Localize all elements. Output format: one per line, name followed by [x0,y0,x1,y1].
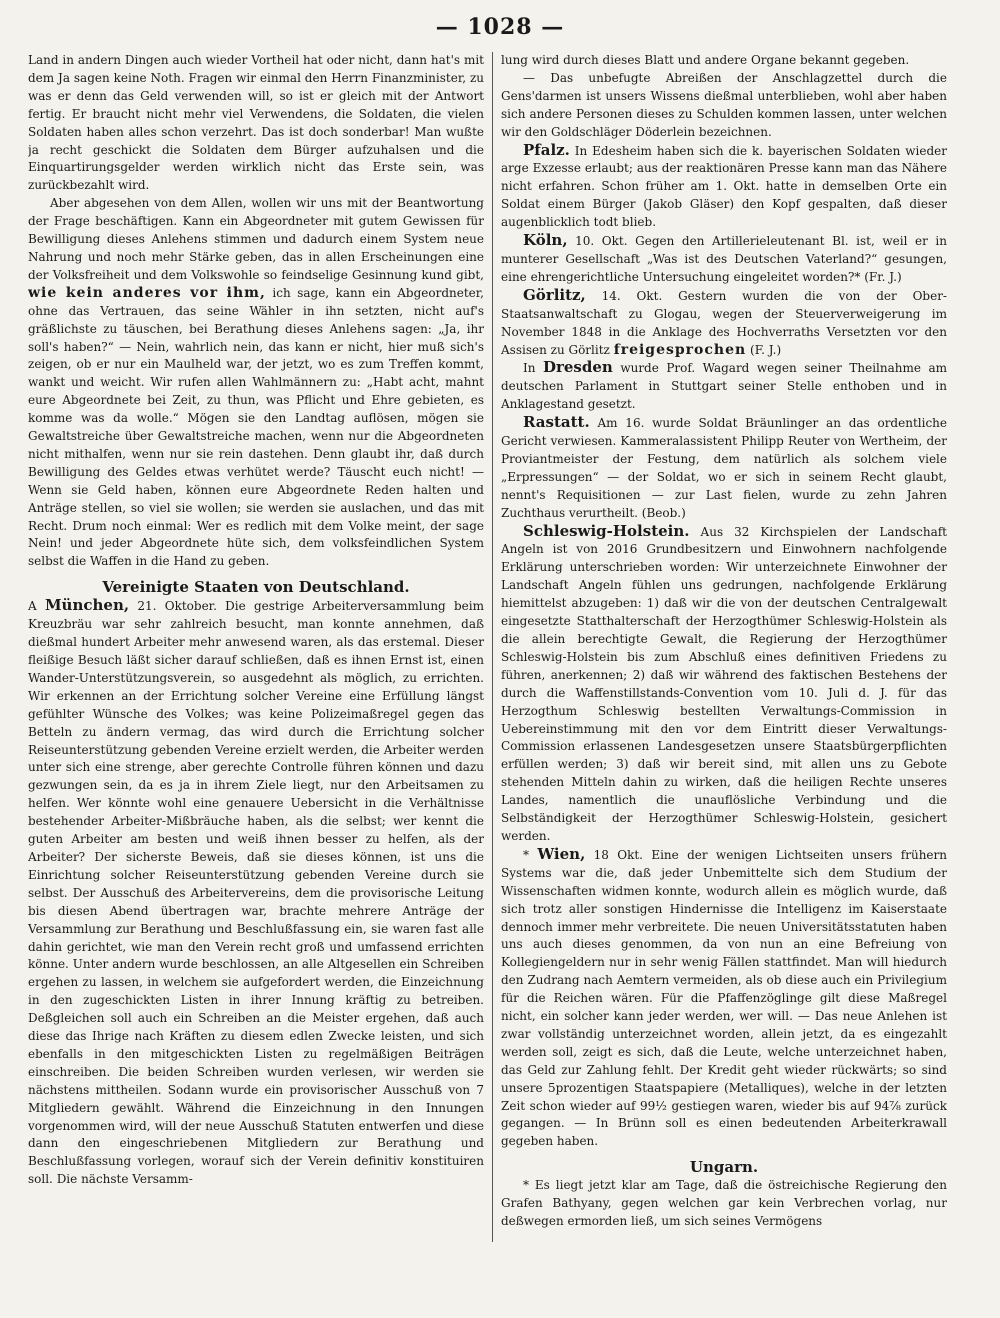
left-column [28,52,484,1252]
emphasis-wie-kein-anderes: wie kein anderes vor ihm, [28,284,266,301]
place-pfalz: Pfalz. [523,140,570,159]
place-muenchen: München, [44,596,130,615]
dresden-prefix: In [523,361,536,376]
paragraph-goerlitz-text-a: 14. Okt. Gestern wurden die von der Ober-Staatsanwaltschaft zu Glogau, wegen der Steuerverweigerung im November 1848 in die Anklage des Hochverraths Versetzten vor den Assisen zu Görlitz [501,288,947,357]
paragraph-schleswig-holstein-text: Aus 32 Kirchspielen der Landschaft Angeln ist von 2016 Grundbesitzern und Einwohnern nachfolgende Erklärung unterschrieben worden: Wir unterzeichnete Einwohner der Landschaft Angeln fühlen uns gedrungen, nachfolgende Erklärung hiemittelst abzugeben: 1) daß wir die von der deutschen Centralgewalt eingesetzte Statthalterschaft der Herzogthümer Schleswig-Holstein als die allein berechtigte Gewalt, die Regierung der Herzogthümer Schleswig-Holstein bis zum Abschluß eines definitiven Friedens zu führen, anerkennen; 2) daß wir während des faktischen Bestehens der durch die Waffenstillstands-Convention vom 10. Juli d. J. für das Herzogthum Schleswig bestellten Verwaltungs-Commission in Uebereinstimmung mit den vor dem Eintritt dieser Verwaltungs-Commission erlassenen Landesgesetzen unsere Staatsbürgerpflichten erfüllen werden; 3) daß wir bereit sind, mit allen uns zu Gebote stehenden Mitteln dahin zu wirken, daß die heiligen Rechte unseres Landes, namentlich die unauflösliche Verbindung und die Selbständigkeit der Herzogthümer Schleswig-Holstein, gesichert werden. [501,524,947,843]
section-heading-ungarn: Ungarn. [689,1158,759,1177]
paragraph-continuation: lung wird durch dieses Blatt und andere Organe bekannt gegeben. [501,53,910,67]
place-wien: Wien, [537,844,586,863]
place-goerlitz: Görlitz, [523,285,586,304]
section-heading-germany: Vereinigte Staaten von Deutschland. [102,578,410,597]
paragraph-schleswig-holstein [501,523,947,846]
paragraph-munich-text: 21. Oktober. Die gestrige Arbeiterversammlung beim Kreuzbräu war sehr zahlreich besucht, man konnte annehmen, daß dießmal hundert Arbeiter mehr anwesend waren, als das erstemal. Dieser fleißige Besuch läßt sicher darauf schließen, daß es ihnen Ernst ist, einen Wander-Unterstützungsverein, so ausgedehnt als möglich, zu errichten. Wir erkennen an der Errichtung solcher Vereine eine Erfüllung längst gefühlter Wünsche des Volkes; was keine Polizeimaßregel gegen das Betteln zu ändern vermag, das wird durch die Errichtung solcher Reiseunterstützung gebenden Vereine erzielt werden, die Arbeiter werden unter sich eine strenge, aber gerechte Controlle führen können und dazu gezwungen sein, da es ja in ihrem Ziele liegt, nur den Arbeitsamen zu helfen. Wer könnte wohl eine genauere Uebersicht in die Verhältnisse bestehender Arbeiter-Mißbräuche haben, als die selbst; wer kennt die guten Arbeiter am besten und weiß ihnen besser zu helfen, als der Arbeiter? Der sicherste Beweis, daß sie dieses können, ist uns die Einrichtung solcher Reiseunterstützung gebenden Vereine durch sie selbst. Der Ausschuß des Arbeitervereins, dem die provisorische Leitung bis diesen Abend übertragen war, brachte mehrere Anträge der Versammlung zur Berathung und Beschlußfassung ein, sie waren fast alle dahin gerichtet, wie man den Verein recht groß und umfassend errichten könne. Unter andern wurde beschlossen, an alle Altgesellen ein Schreiben ergehen zu lassen, in welchem sie aufgefordert werden, die Einzeichnung in den zugeschickten Listen in ihrer Innung kräftig zu betreiben. Deßgleichen soll auch ein Schreiben an die Meister ergehen, daß auch diese das Ihrige nach Kräften zu diesem edlen Zwecke leisten, und sich ebenfalls in den mitgeschickten Listen zu regelmäßigen Beiträgen einschreiben. Die beiden Schreiben wurden verlesen, wir werden sie nächstens mittheilen. Sodann wurde ein provisorischer Ausschuß von 7 Mitgliedern gewählt. Während die Einzeichnung in den Innungen vorgenommen wird, will der neue Ausschuß Statuten entwerfen und diese dann den eingeschriebenen Mitgliedern zur Berathung und Beschlußfassung vorlegen, worauf sich der Verein definitiv konstituiren soll. Die nächste Versamm- [28,599,484,1187]
paragraph-finance: Land in andern Dingen auch wieder Vortheil hat oder nicht, dann hat's mit dem Ja sagen keine Noth. Fragen wir einmal den Herrn Finanzminister, zu was er denn das Geld verwenden will, so ist er gleich mit der Antwort fertig. Er braucht nicht mehr viel Verwendens, die Soldaten, die vielen Soldaten haben alles schon verzehrt. Das ist doch sonderbar! Man wußte ja recht geschickt die Soldaten dem Bürger aufzuhalsen und die Einquartirungsgelder werden wirklich nicht das Erste sein, was zurückbezahlt wird. [28,53,484,193]
paragraph-deputies-text-b: ich sage, kann ein Abgeordneter, ohne das Vertrauen, das seine Wähler in ihn setzten, nicht auf's gräßlichste zu täuschen, bei Berathung dieses Anlehens sagen: „Ja, ihr soll's haben?“ — Nein, wahrlich nein, das kann er nicht, hier muß sich's zeigen, ob er nur ein Maulheld war, der jetzt, wo es zum Treffen kommt, wankt und weicht. Wir rufen allen Wahlmännern zu: „Habt acht, mahnt eure Abgeordnete bei Zeit, zu thun, was Pflicht und Ehre gebieten, es komme was da wolle.“ Mögen sie den Landtag auflösen, mögen sie Gewaltstreiche über Gewaltstreiche machen, wenn nur die Abgeordneten nicht mithalfen, wenn nur sie rein dastehen. Denn glaubt ihr, daß durch Bewilligung des Geldes etwas verhütet werde? Täuscht euch nicht! — Wenn sie Geld haben, können eure Abgeordnete Reden halten und Anträge stellen, so viel sie wollen; sie werden sie auslachen, und das mit Recht. Drum noch einmal: Wer es redlich mit dem Volke meint, der sage Nein! und jeder Abgeordnete hüte sich, dem volksfeindlichen System selbst die Waffen in die Hand zu geben. [28,285,484,569]
place-dresden: Dresden [542,358,613,377]
paragraph-rastatt-text: Am 16. wurde Soldat Bräunlinger an das ordentliche Gericht verwiesen. Kammeralassistent Philipp Reuter von Wertheim, der Proviantmeister der Festung, dem natürlich als solchem viele „Erpressungen“ — der Soldat, wo er sich in seinem Recht glaubt, nennt's Requisitionen — zur Last fielen, wurde zu zehn Jahren Zuchthaus verurtheilt. (Beob.) [501,416,947,520]
paragraph-deputies [28,195,484,571]
wien-prefix: * [523,847,529,862]
paragraph-ungarn: * Es liegt jetzt klar am Tage, daß die östreichische Regierung den Grafen Bathyany, gegen welchen gar kein Verbrechen vorlag, nur deßwegen ermorden ließ, um sich seines Vermögens [501,1178,947,1229]
right-column [501,52,947,1252]
paragraph-munich [28,597,484,1189]
munich-prefix: A [28,599,37,614]
paragraph-pfalz-text: In Edesheim haben sich die k. bayerischen Soldaten wieder arge Exzesse erlaubt; aus der reaktionären Presse kann man das Nähere nicht erfahren. Schon früher am 1. Okt. hatte in demselben Orte ein Soldat einem Bürger (Jakob Gläser) den Kopf gespalten, daß dieser augenblicklich todt blieb. [501,143,947,230]
column-divider [492,52,493,1242]
paragraph-goerlitz-text-b: (F. J.) [750,342,782,357]
paragraph-koeln [501,232,947,287]
paragraph-goerlitz [501,287,947,360]
paragraph-wien-text: 18 Okt. Eine der wenigen Lichtseiten unsers frühern Systems war die, daß jeder Unbemittelte sich dem Studium der Wissenschaften widmen konnte, wodurch allein es möglich wurde, daß sich trotz aller sonstigen Hindernisse die Intelligenz im Kaiserstaate dennoch immer mehr verbreitete. Die neuen Universitätsstatuten haben uns auch dieses genommen, da von nun an eine Befreiung von Kollegiengeldern nur in sehr wenig Fällen stattfindet. Man will hiedurch den Zudrang nach Aemtern vermeiden, als ob diese auch ein Privilegium für die Reichen wären. Für die Pfaffenzöglinge gilt diese Maßregel nicht, ein solcher kann jeder werden, wer will. — Das neue Anlehen ist zwar vollständig unterzeichnet worden, allein jetzt, da es eingezahlt werden soll, zeigt es sich, daß die Leute, welche unterzeichnet haben, das Geld zur Zahlung fehlt. Der Kredit geht wieder rückwärts; so sind unsere 5prozentigen Staatspapiere (Metalliques), welche in der letzten Zeit schon wieder auf 99½ gestiegen waren, wieder bis auf 94⅞ zurück gegangen. — In Brünn soll es einen bedeutenden Arbeiterkrawall gegeben haben. [501,847,947,1149]
paragraph-wien [501,846,947,1151]
paragraph-deputies-text-a: Aber abgesehen von dem Allen, wollen wir uns mit der Beantwortung der Frage beschäftigen. Kann ein Abgeordneter mit gutem Gewissen für Bewilligung dieses Anlehens stimmen und dadurch einem System neue Nahrung und noch mehr Stärke geben, das in allen Erscheinungen eine der Volksfreiheit und dem Volkswohle so feindselige Gesinnung kund gibt, [28,196,484,282]
paragraph-pfalz [501,142,947,233]
paragraph-anschlagzettel: — Das unbefugte Abreißen der Anschlagzettel durch die Gens'darmen ist unsers Wissens dießmal unterblieben, wohl aber haben sich andere Personen dieses zu Schulden kommen lassen, unter welchen wir den Goldschläger Döderlein bezeichnen. [501,70,947,139]
place-koeln: Köln, [523,231,568,250]
paragraph-dresden [501,359,947,414]
paragraph-dresden-text: wurde Prof. Wagard wegen seiner Theilnahme am deutschen Parlament in Stuttgart seiner Stelle enthoben und in Anklagestand gesetzt. [501,361,947,412]
place-schleswig-holstein: Schleswig-Holstein. [523,521,690,540]
page-number: — 1028 — [435,14,565,40]
paragraph-koeln-text: 10. Okt. Gegen den Artillerieleutenant Bl. ist, weil er in munterer Gesellschaft „Was ist des Deutschen Vaterland?“ gesungen, eine ehrengerichtliche Untersuchung eingeleitet worden?* (Fr. J.) [501,234,947,284]
emphasis-freigesprochen: freigesprochen [613,341,747,358]
paragraph-rastatt [501,414,947,522]
place-rastatt: Rastatt. [523,413,590,432]
